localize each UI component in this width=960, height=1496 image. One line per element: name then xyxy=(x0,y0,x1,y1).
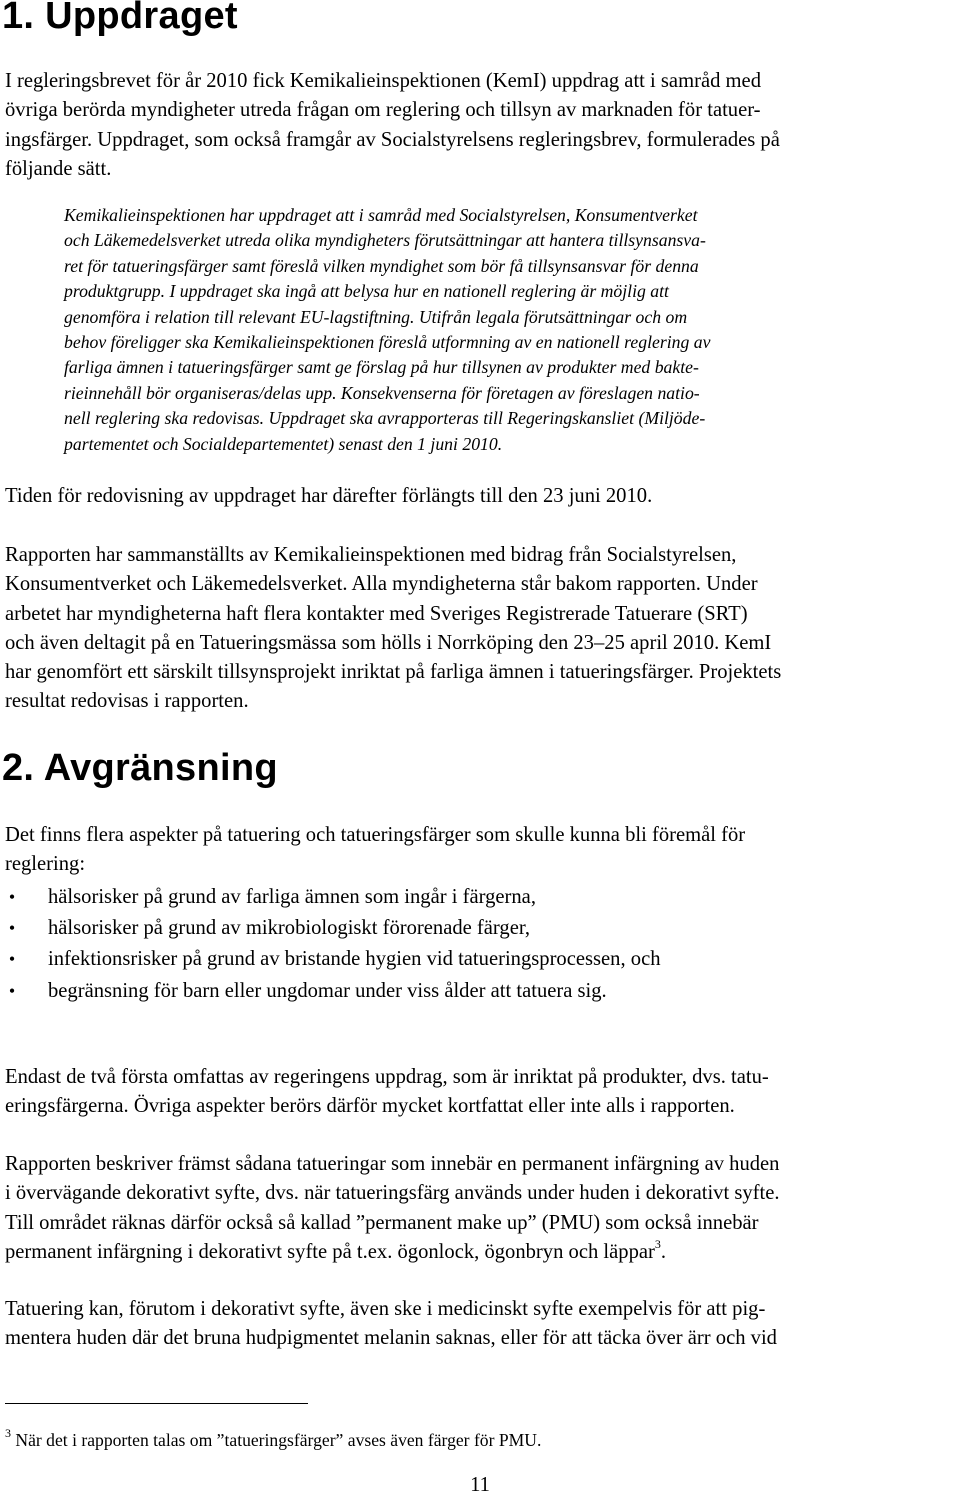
report-line: Konsumentverket och Läkemedelsverket. Alla myndigheterna står bakom rapporten. Under xyxy=(5,573,758,596)
list-item xyxy=(5,944,925,975)
report-line: resultat redovisas i rapporten. xyxy=(5,690,249,713)
bullet-icon: • xyxy=(8,887,16,907)
report-line: och även deltagit på en Tatueringsmässa som hölls i Norrköping den 23–25 april 2010. KemI xyxy=(5,631,772,654)
list-item-text: begränsning för barn eller ungdomar under viss ålder att tatuera sig. xyxy=(48,979,607,1002)
scope-paragraph xyxy=(5,1063,960,1122)
aspects-list xyxy=(5,882,925,1007)
quote-line: farliga ämnen i tatueringsfärger samt ge förslag på hur tillsynen av produkter med bakte- xyxy=(64,357,699,378)
list-item xyxy=(5,882,925,913)
quote-line: produktgrupp. I uppdraget ska ingå att belysa hur en nationell reglering är möjlig att xyxy=(64,281,669,302)
list-item-text: hälsorisker på grund av farliga ämnen som ingår i färgerna, xyxy=(48,886,536,908)
report-line: Rapporten har sammanställts av Kemikalieinspektionen med bidrag från Socialstyrelsen, xyxy=(5,544,737,566)
list-item xyxy=(5,913,925,944)
quote-line: och Läkemedelsverket utreda olika myndigheters förutsättningar att hantera tillsynsansva- xyxy=(64,230,706,251)
list-item xyxy=(5,976,925,1007)
intro-paragraph xyxy=(5,67,960,184)
medical-paragraph xyxy=(5,1295,960,1354)
list-item-text: infektionsrisker på grund av bristande hygien vid tatueringsprocessen, och xyxy=(48,948,661,971)
intro-line: följande sätt. xyxy=(5,157,112,180)
quote-line: rieinnehåll bör organiseras/delas upp. Konsekvenserna för företagen av föreslagen natio- xyxy=(64,382,700,403)
aspects-paragraph xyxy=(5,821,960,880)
report-line: har genomfört ett särskilt tillsynsprojekt inriktat på farliga ämnen i tatueringsfärger. Projektets xyxy=(5,661,782,684)
scope-line: Endast de två första omfattas av regeringens uppdrag, som är inriktat på produkter, dvs. tatu- xyxy=(5,1066,769,1088)
footnote-number: 3 xyxy=(5,1426,11,1441)
quote-line: partementet och Socialdepartementet) senast den 1 juni 2010. xyxy=(64,433,503,454)
list-item-text: hälsorisker på grund av mikrobiologiskt förorenade färger, xyxy=(48,917,531,940)
section-2-heading: 2. Avgränsning xyxy=(2,747,278,789)
footnote-separator xyxy=(5,1403,308,1404)
report-line: arbetet har myndigheterna haft flera kontakter med Sveriges Registrerade Tatuerare (SRT) xyxy=(5,602,748,625)
bullet-icon: • xyxy=(8,918,16,939)
assignment-quote xyxy=(64,203,850,457)
aspects-line: Det finns flera aspekter på tatuering och tatueringsfärger som skulle kunna bli föremål för xyxy=(5,824,746,846)
quote-line: Kemikalieinspektionen har uppdraget att i samråd med Socialstyrelsen, Konsumentverket xyxy=(64,205,698,225)
bullet-icon: • xyxy=(8,980,16,1001)
intro-line: övriga berörda myndigheter utreda frågan om reglering och tillsyn av marknaden för tatuer- xyxy=(5,99,761,122)
footnote-reference[interactable]: 3 xyxy=(654,1237,661,1252)
describes-line: Till området räknas därför också så kallad ”permanent make up” (PMU) som också innebär xyxy=(5,1211,759,1234)
aspects-line: reglering: xyxy=(5,853,86,876)
section-1-heading: 1. Uppdraget xyxy=(2,0,238,37)
quote-line: genomföra i relation till relevant EU-lagstiftning. Utifrån legala förutsättningar och om xyxy=(64,306,688,327)
page-number: 11 xyxy=(470,1474,490,1496)
scope-line: eringsfärgerna. Övriga aspekter berörs därför mycket kortfattat eller inte alls i rapporten. xyxy=(5,1095,735,1118)
footnote-text: När det i rapporten talas om ”tatueringsfärger” avses även färger för PMU. xyxy=(15,1430,542,1450)
medical-line: Tatuering kan, förutom i dekorativt syfte, även ske i medicinskt syfte exempelvis för att pig- xyxy=(5,1298,766,1320)
quote-line: nell reglering ska redovisas. Uppdraget ska avrapporteras till Regeringskansliet (Miljöde- xyxy=(64,408,706,429)
quote-line: ret för tatueringsfärger samt föreslå vilken myndighet som bör få tillsynsansvar för denna xyxy=(64,255,699,276)
describes-paragraph xyxy=(5,1150,960,1267)
intro-line: I regleringsbrevet för år 2010 fick Kemikalieinspektionen (KemI) uppdrag att i samråd med xyxy=(5,70,761,92)
report-paragraph xyxy=(5,541,960,717)
footnote xyxy=(5,1426,542,1451)
medical-line: mentera huden där det bruna hudpigmentet melanin saknas, eller för att täcka över ärr och vid xyxy=(5,1327,777,1350)
quote-line: behov föreligger ska Kemikalieinspektionen föreslå utformning av en nationell reglering av xyxy=(64,332,711,353)
deadline-line: Tiden för redovisning av uppdraget har därefter förlängts till den 23 juni 2010. xyxy=(5,485,653,507)
deadline-paragraph xyxy=(5,482,960,511)
describes-line: i övervägande dekorativt syfte, dvs. när tatueringsfärg används under huden i dekorativt syfte. xyxy=(5,1182,780,1205)
sentence-end: . xyxy=(660,1240,667,1263)
describes-line: Rapporten beskriver främst sådana tatueringar som innebär en permanent infärgning av huden xyxy=(5,1153,780,1175)
intro-line: ingsfärger. Uppdraget, som också framgår av Socialstyrelsens regleringsbrev, formulerades på xyxy=(5,128,780,151)
describes-line: permanent infärgning i dekorativt syfte på t.ex. ögonlock, ögonbryn och läppar xyxy=(5,1240,655,1263)
bullet-icon: • xyxy=(8,949,16,970)
